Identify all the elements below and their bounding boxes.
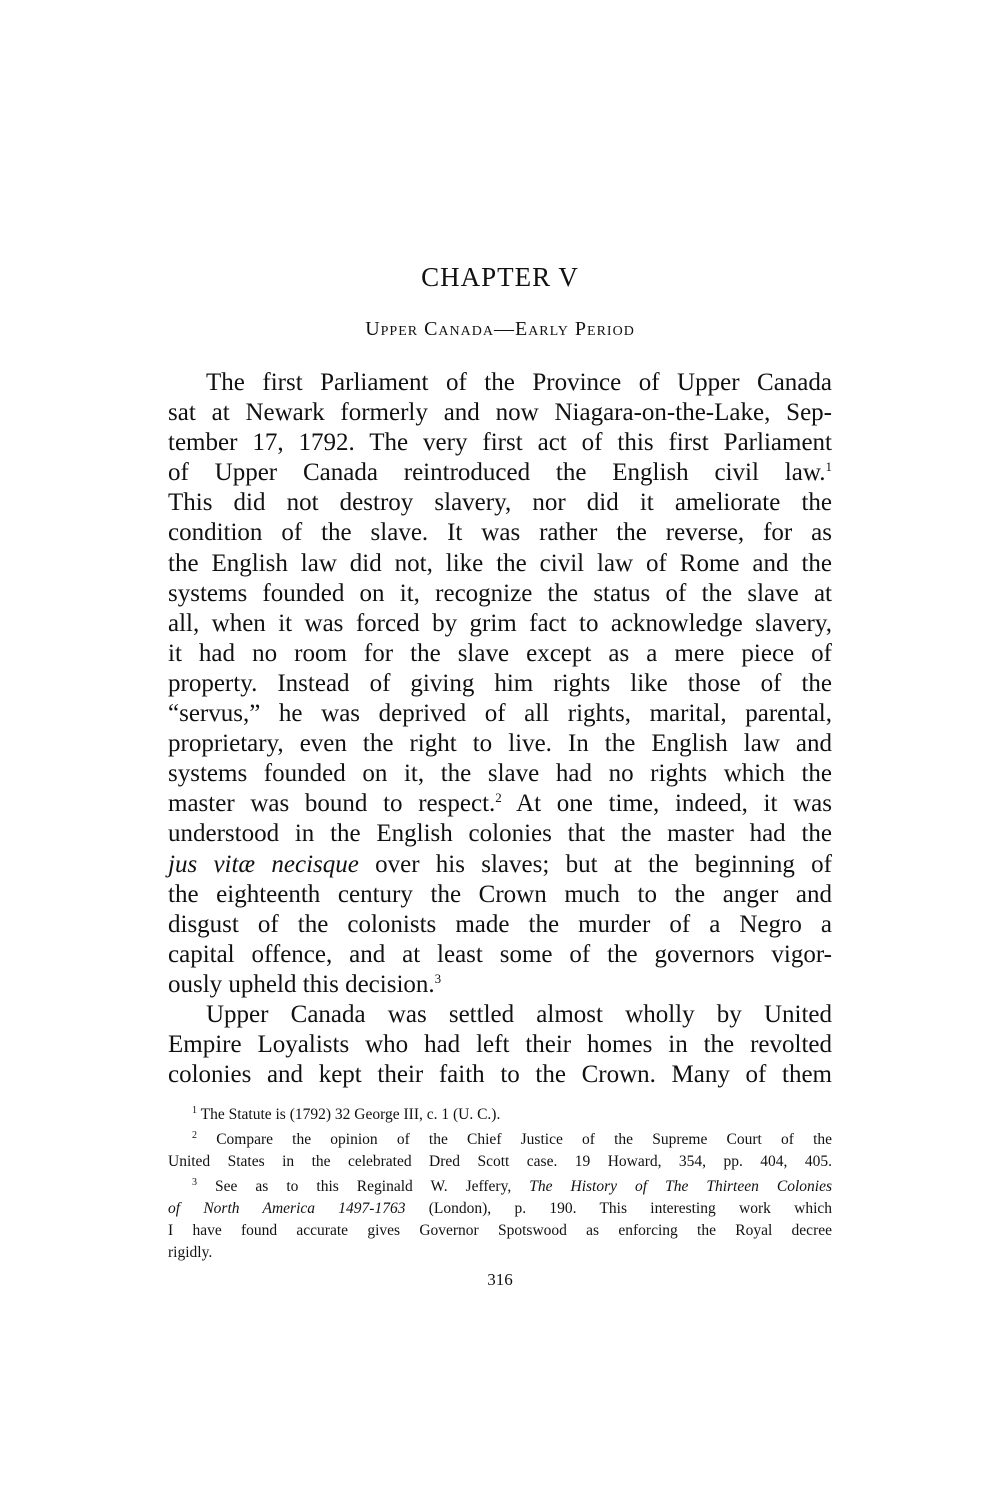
text-line: of Upper Canada reintroduced the English civil law.$^1$: [168, 459, 832, 487]
footnote-2: $^2$ Compare the opinion of the Chief Justice of the Supreme Court of the: [192, 1130, 833, 1148]
chapter-title: CHAPTER V: [421, 262, 579, 292]
text-line: condition of the slave. It was rather the reverse, for as: [168, 519, 832, 547]
text-line: property. Instead of giving him rights like those of the: [168, 669, 832, 697]
text-line: all, when it was forced by grim fact to acknowledge slavery,: [168, 609, 832, 637]
latin-phrase: jus vitæ necisque: [168, 850, 359, 878]
footnote-3-cont: rigidly.: [168, 1244, 213, 1261]
text-line: Empire Loyalists who had left their homes in the revolted: [168, 1031, 832, 1059]
footnote-3-cont: I have found accurate gives Governor Spotswood as enforcing the Royal decree: [168, 1222, 832, 1239]
text-line: “servus,” he was deprived of all rights, marital, parental,: [168, 700, 832, 728]
text-line: tember 17, 1792. The very first act of this first Parliament: [168, 429, 832, 457]
text-line: proprietary, even the right to live. In the English law and: [168, 730, 832, 758]
text-line: systems founded on it, recognize the status of the slave at: [168, 579, 832, 607]
text-line: colonies and kept their faith to the Crown. Many of them: [168, 1061, 832, 1089]
text-line: Upper Canada was settled almost wholly by United: [206, 1000, 832, 1028]
footnote-ref-1: 1: [825, 459, 832, 475]
book-title-cont: of North America 1497-1763: [168, 1200, 406, 1217]
footnote-2-cont: United States in the celebrated Dred Scott case. 19 Howard, 354, pp. 404, 405.: [168, 1153, 832, 1170]
footnote-3: $^3$ See as to this Reginald W. Jeffery, The History of The Thirteen Colonies: [192, 1177, 832, 1195]
text-line: the eighteenth century the Crown much to the anger and: [168, 880, 832, 908]
body-text: [168, 368, 832, 1090]
footnote-3-cont: of North America 1497-1763 (London), p. 190. This interesting work which: [168, 1200, 833, 1217]
section-title: Upper Canada—Early Period: [365, 318, 635, 340]
text-line: ously upheld this decision.$^3$: [168, 970, 442, 998]
text-line: master was bound to respect.$^2$ At one time, indeed, it was: [168, 790, 832, 818]
text-line: disgust of the colonists made the murder of a Negro a: [168, 910, 832, 938]
text-line: capital offence, and at least some of the governors vigor-: [168, 940, 832, 968]
text-line: understood in the English colonies that the master had the: [168, 820, 832, 848]
footnote-1: $^1$ The Statute is (1792) 32 George III, c. 1 (U. C.).: [192, 1105, 501, 1123]
text-line: systems founded on it, the slave had no rights which the: [168, 760, 832, 788]
page-number: 316: [487, 1270, 513, 1289]
text-line: the English law did not, like the civil law of Rome and the: [168, 549, 832, 577]
text-line: jus vitæ necisque over his slaves; but at the beginning of: [168, 850, 832, 878]
footnote-ref-2: 2: [495, 790, 502, 806]
text-line: sat at Newark formerly and now Niagara-on-the-Lake, Sep-: [168, 399, 832, 427]
footnote-ref-3: 3: [434, 970, 442, 986]
book-title: The History of The Thirteen Colonies: [529, 1178, 832, 1195]
text-line: This did not destroy slavery, nor did it ameliorate the: [168, 489, 832, 517]
text-line: it had no room for the slave except as a mere piece of: [168, 639, 832, 667]
footnotes: [168, 1104, 832, 1264]
text-line: The first Parliament of the Province of Upper Canada: [206, 369, 832, 396]
